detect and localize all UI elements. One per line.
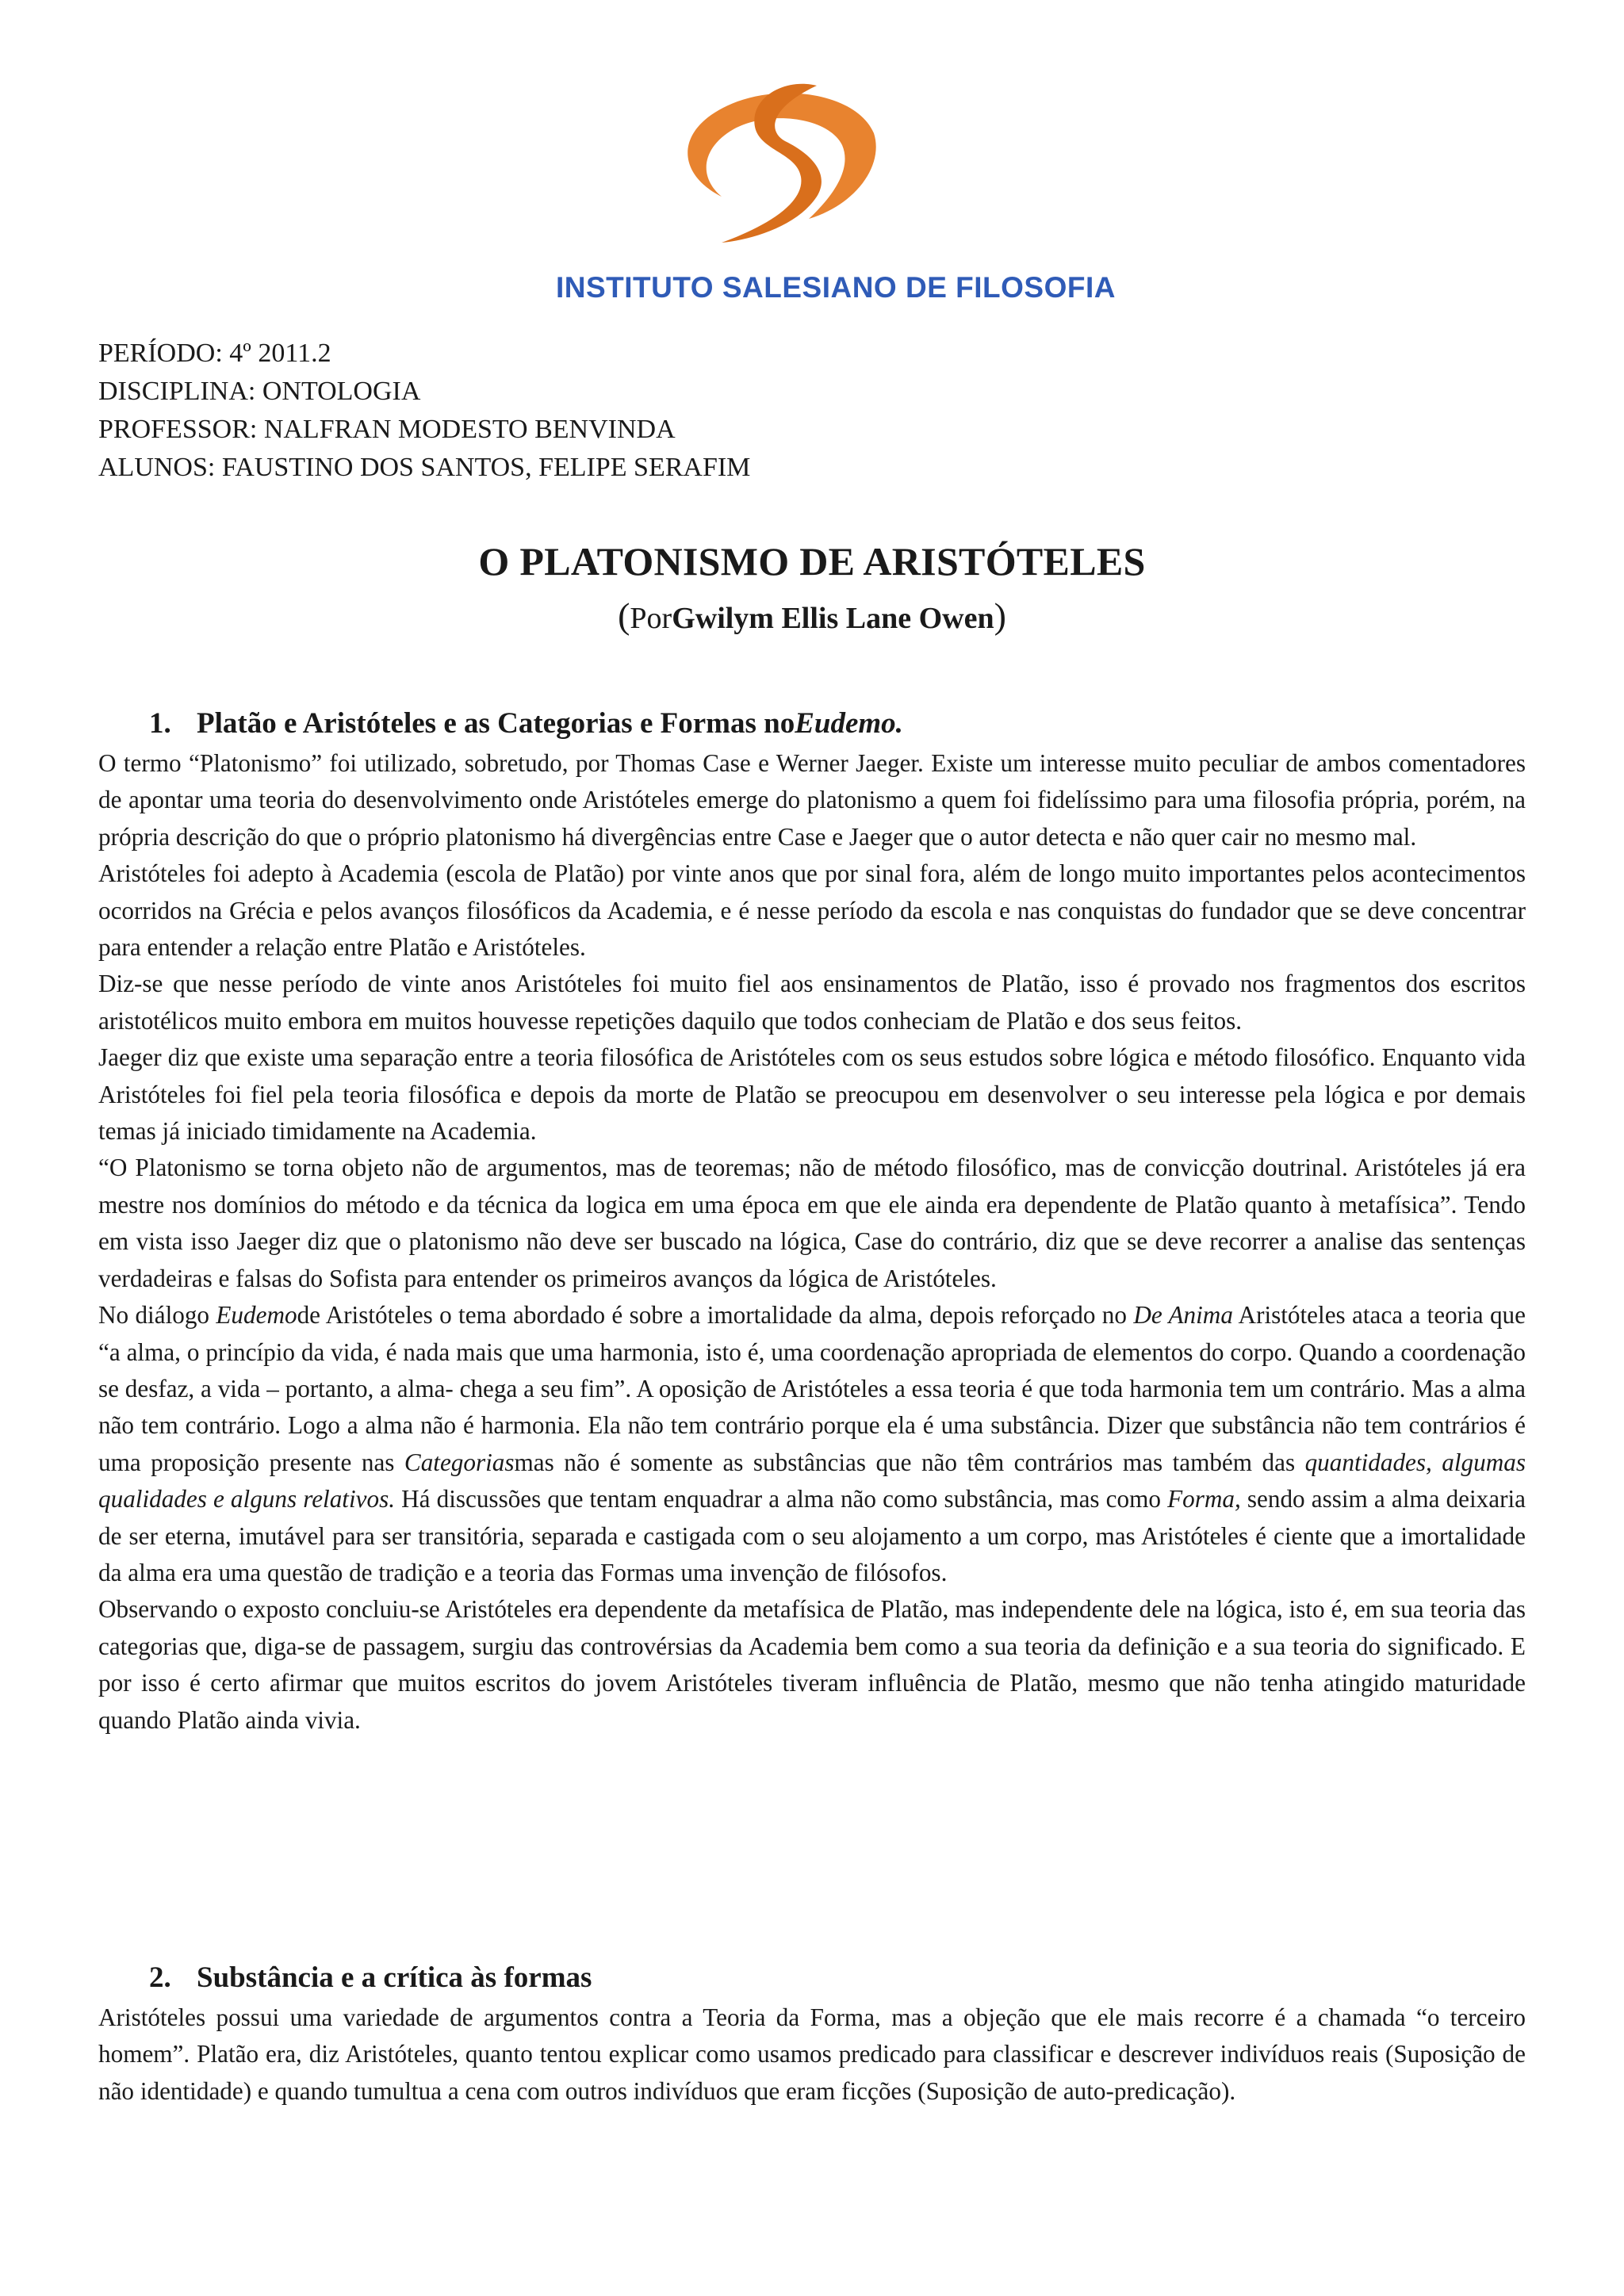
section-2-number: 2.: [149, 1961, 171, 1994]
subtitle-close-paren: ): [994, 595, 1006, 636]
section-2-heading-text: Substância e a crítica às formas: [197, 1961, 592, 1994]
document-title: O PLATONISMO DE ARISTÓTELES: [478, 539, 1146, 584]
p6-italic-forma: Forma,: [1167, 1485, 1241, 1513]
p6-text-4: mas não é somente as substâncias que não têm contrários mas também das: [514, 1448, 1305, 1476]
document-subtitle: [0, 595, 1624, 640]
section-1-heading-italic: Eudemo.: [795, 707, 903, 740]
course-info: [98, 335, 750, 487]
section-1-paragraph-6: [98, 1297, 1526, 1591]
section-1-paragraph-2: Aristóteles foi adepto à Academia (escola de Platão) por vinte anos que por sinal fora, além de longo muito importantes pelos acontecimentos ocorridos na Grécia e pelos avanços filosóficos da Academia, e é nesse período da escola e nas conquistas do fundador que se deve concentrar para entender a relação entre Platão e Aristóteles.: [98, 859, 1526, 962]
p6-italic-quantidades: quantidades, algumas qualidades e alguns relativos.: [98, 1448, 1526, 1513]
section-1-heading-text: Platão e Aristóteles e as Categorias e Formas no: [197, 707, 795, 740]
p6-italic-de-anima: De Anima: [1133, 1301, 1233, 1330]
section-1-heading: [149, 704, 903, 744]
section-1-paragraph-1: O termo “Platonismo” foi utilizado, sobretudo, por Thomas Case e Werner Jaeger. Existe um interesse muito peculiar de ambos comentadores de apontar uma teoria do desenvolvimento onde Aristóteles emerge do platonismo a quem foi fidelíssimo para uma filosofia própria, porém, na própria descrição do que o próprio platonismo há divergências entre Case e Jaeger que o autor detecta e não quer cair no mesmo mal.: [98, 749, 1526, 851]
students-line: ALUNOS: FAUSTINO DOS SANTOS, FELIPE SERAFIM: [98, 453, 751, 482]
professor-line: PROFESSOR: NALFRAN MODESTO BENVINDA: [98, 415, 676, 444]
p6-italic-eudemo: Eudemo: [216, 1301, 297, 1330]
p6-text-2: de Aristóteles o tema abordado é sobre a imortalidade da alma, depois reforçado no: [297, 1301, 1134, 1330]
section-1-body: [98, 745, 1526, 1739]
p6-text-1: No diálogo: [98, 1301, 216, 1330]
section-1-paragraph-5: “O Platonismo se torna objeto não de argumentos, mas de teoremas; não de método filosófico, mas de convicção doutrinal. Aristóteles já era mestre nos domínios do método e da técnica da logica em uma época em que ele ainda era dependente de Platão quanto à metafísica”. Tendo em vista isso Jaeger diz que o platonismo não deve ser buscado na lógica, Case do contrário, diz que se deve recorrer a analise das sentenças verdadeiras e falsas do Sofista para entender os primeiros avanços da lógica de Aristóteles.: [98, 1154, 1526, 1292]
section-1-number: 1.: [149, 707, 171, 740]
p6-text-3: Aristóteles ataca a teoria que “a alma, o princípio da vida, é nada mais que uma harmonia, isto é, uma coordenação apropriada de elementos do corpo. Quando a coordenação se desfaz, a vida – portanto, a alma- chega a seu fim”. A oposição de Aristóteles a essa teoria é que toda harmonia tem um contrário. Mas a alma não tem contrário. Logo a alma não é harmonia. Ela não tem contrário porque ela é uma substância. Dizer que substância não tem contrários é uma proposição presente nas: [98, 1301, 1526, 1476]
institute-logo-icon: [666, 78, 888, 248]
section-2-paragraph-1: Aristóteles possui uma variedade de argumentos contra a Teoria da Forma, mas a objeção que ele mais recorre é a chamada “o terceiro homem”. Platão era, diz Aristóteles, quanto tentou explicar como usamos predicado para classificar e descrever indivíduos reais (Suposição de não identidade) e quando tumultua a cena com outros indivíduos que eram ficções (Suposição de auto-predicação).: [98, 2003, 1526, 2105]
period-line: PERÍODO: 4º 2011.2: [98, 339, 331, 368]
section-1-paragraph-3: Diz-se que nesse período de vinte anos Aristóteles foi muito fiel aos ensinamentos de Platão, isso é provado nos fragmentos dos escritos aristotélicos muito embora em muitos houvesse repetições daquilo que todos conheciam de Platão e dos seus feitos.: [98, 970, 1526, 1035]
subtitle-author: Gwilym Ellis Lane Owen: [672, 602, 994, 635]
institute-name: INSTITUTO SALESIANO DE FILOSOFIA: [555, 271, 1116, 304]
subtitle-prefix: Por: [630, 602, 672, 635]
subtitle-open-paren: (: [618, 595, 630, 636]
section-1-paragraph-7: Observando o exposto concluiu-se Aristóteles era dependente da metafísica de Platão, mas independente dele na lógica, isto é, em sua teoria das categorias que, diga-se de passagem, surgiu das controvérsias da Academia bem como a sua teoria da definição e a sua teoria do significado. E por isso é certo afirmar que muitos escritos do jovem Aristóteles tiveram influência de Platão, mesmo que não tenha atingido maturidade quando Platão ainda vivia.: [98, 1595, 1526, 1734]
section-2-body: [98, 1999, 1526, 2110]
p6-text-5: Há discussões que tentam enquadrar a alma não como substância, mas como: [395, 1485, 1168, 1513]
section-2-heading: [149, 1958, 592, 1998]
section-1-paragraph-4: Jaeger diz que existe uma separação entre a teoria filosófica de Aristóteles com os seus estudos sobre lógica e método filosófico. Enquanto vida Aristóteles foi fiel pela teoria filosófica e depois da morte de Platão se preocupou em desenvolver o seu interesse pela lógica e por demais temas já iniciado timidamente na Academia.: [98, 1043, 1526, 1146]
p6-italic-categorias: Categorias: [404, 1448, 515, 1476]
p6-text-6: sendo assim a alma deixaria de ser eterna, imutável para ser transitória, separada e castigada com o seu alojamento a um corpo, mas Aristóteles é ciente que a imortalidade da alma era uma questão de tradição e a teoria das Formas uma invenção de filósofos.: [98, 1485, 1526, 1586]
discipline-line: DISCIPLINA: ONTOLOGIA: [98, 377, 421, 406]
